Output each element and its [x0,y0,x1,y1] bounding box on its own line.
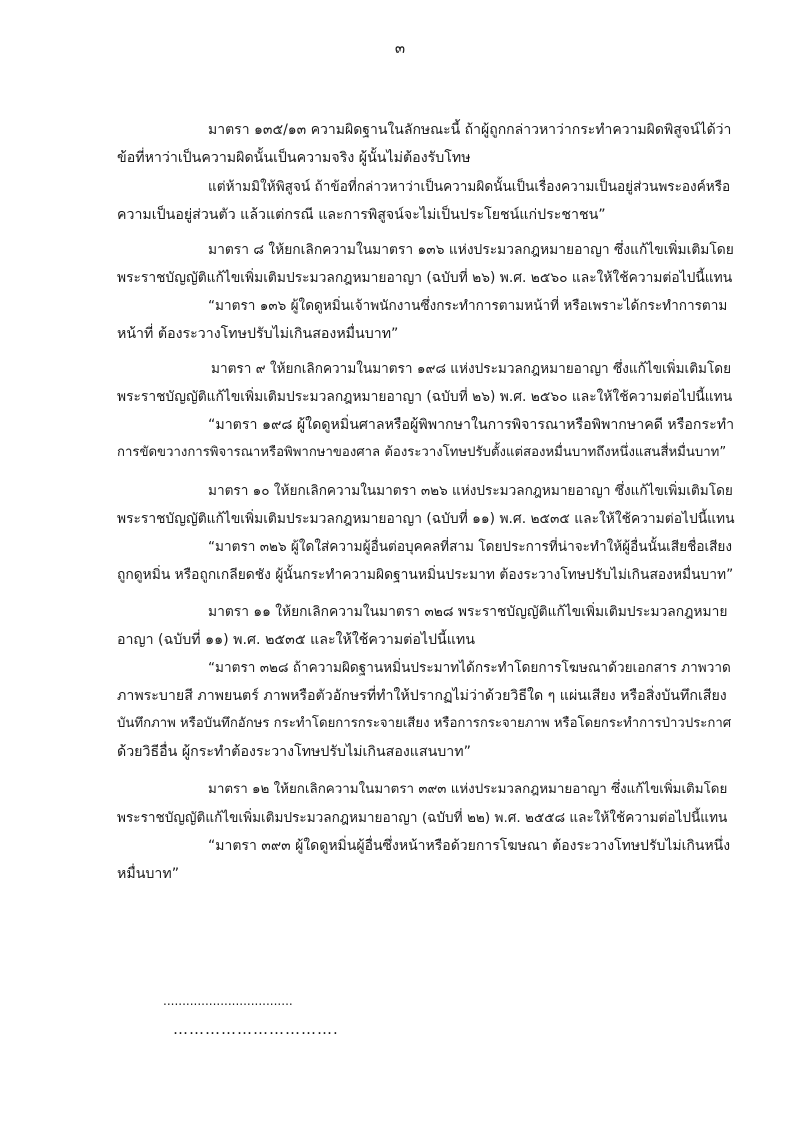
signature-dotted-line: .................................. [163,994,293,1008]
paragraph-line: ความเป็นอยู่ส่วนตัว แล้วแต่กรณี และการพิสูจน์จะไม่เป็นประโยชน์แก่ประชาชน” [117,207,606,223]
paragraph-line: มาตรา ๑๐ ให้ยกเลิกความในมาตรา ๓๒๖ แห่งประมวลกฎหมายอาญา ซึ่งแก้ไขเพิ่มเติมโดย [208,483,733,499]
paragraph-line: หน้าที่ ต้องระวางโทษปรับไม่เกินสองหมื่นบาท” [117,326,399,342]
paragraph-line: “มาตรา ๓๒๖ ผู้ใดใส่ความผู้อื่นต่อบุคคลที่สาม โดยประการที่น่าจะทำให้ผู้อื่นนั้นเสียชื่อเสียง [208,539,733,555]
paragraph-line: ภาพระบายสี ภาพยนตร์ ภาพหรือตัวอักษรที่ทำให้ปรากฏไม่ว่าด้วยวิธีใด ๆ แผ่นเสียง หรือสิ่งบันทึกเสียง [117,688,727,704]
paragraph-line: หมื่นบาท” [117,866,180,882]
page-number: ๓ [394,39,406,57]
paragraph-line: พระราชบัญญัติแก้ไขเพิ่มเติมประมวลกฎหมายอาญา (ฉบับที่ ๒๖) พ.ศ. ๒๕๖๐ และให้ใช้ความต่อไปนี้แทน [117,270,733,286]
paragraph-line: มาตรา ๑๓๕/๑๓ ความผิดฐานในลักษณะนี้ ถ้าผู้ถูกกล่าวหาว่ากระทำความผิดพิสูจน์ได้ว่า [208,122,732,138]
paragraph-line: บันทึกภาพ หรือบันทึกอักษร กระทำโดยการกระจายเสียง หรือการกระจายภาพ หรือโดยกระทำการป่าวประกาศ [117,716,732,731]
paragraph-line: “มาตรา ๑๓๖ ผู้ใดดูหมิ่นเจ้าพนักงานซึ่งกระทำการตามหน้าที่ หรือเพราะได้กระทำการตาม [208,298,728,314]
paragraph-line: “มาตรา ๑๙๘ ผู้ใดดูหมิ่นศาลหรือผู้พิพากษาในการพิจารณาหรือพิพากษาคดี หรือกระทำ [208,417,735,433]
paragraph-line: ข้อที่หาว่าเป็นความผิดนั้นเป็นความจริง ผู้นั้นไม่ต้องรับโทษ [117,150,471,166]
signature-dotted-line: …………………………. [173,1020,339,1038]
paragraph-line: พระราชบัญญัติแก้ไขเพิ่มเติมประมวลกฎหมายอาญา (ฉบับที่ ๒๒) พ.ศ. ๒๕๕๘ และให้ใช้ความต่อไปนี้แทน [117,810,728,826]
paragraph-line: พระราชบัญญัติแก้ไขเพิ่มเติมประมวลกฎหมายอาญา (ฉบับที่ ๑๑) พ.ศ. ๒๕๓๕ และให้ใช้ความต่อไปนี้แทน [117,511,735,527]
paragraph-line: มาตรา ๑๑ ให้ยกเลิกความในมาตรา ๓๒๘ พระราชบัญญัติแก้ไขเพิ่มเติมประมวลกฎหมาย [208,604,728,620]
paragraph-line: “มาตรา ๓๙๓ ผู้ใดดูหมิ่นผู้อื่นซึ่งหน้าหรือด้วยการโฆษณา ต้องระวางโทษปรับไม่เกินหนึ่ง [208,838,731,854]
paragraph-line: ถูกดูหมิ่น หรือถูกเกลียดชัง ผู้นั้นกระทำความผิดฐานหมิ่นประมาท ต้องระวางโทษปรับไม่เกินสองหมื่นบาท” [117,567,734,583]
paragraph-line: พระราชบัญญัติแก้ไขเพิ่มเติมประมวลกฎหมายอาญา (ฉบับที่ ๒๖) พ.ศ. ๒๕๖๐ และให้ใช้ความต่อไปนี้แทน [117,389,733,405]
paragraph-line: “มาตรา ๓๒๘ ถ้าความผิดฐานหมิ่นประมาทได้กระทำโดยการโฆษณาด้วยเอกสาร ภาพวาด [208,660,731,676]
paragraph-line: มาตรา ๑๒ ให้ยกเลิกความในมาตรา ๓๙๓ แห่งประมวลกฎหมายอาญา ซึ่งแก้ไขเพิ่มเติมโดย [208,782,728,797]
paragraph-line: ด้วยวิธีอื่น ผู้กระทำต้องระวางโทษปรับไม่เกินสองแสนบาท” [117,744,471,760]
paragraph-line: แต่ห้ามมิให้พิสูจน์ ถ้าข้อที่กล่าวหาว่าเป็นความผิดนั้นเป็นเรื่องความเป็นอยู่ส่วนพระองค์หรือ [208,179,731,195]
paragraph-line: การขัดขวางการพิจารณาหรือพิพากษาของศาล ต้องระวางโทษปรับตั้งแต่สองหมื่นบาทถึงหนึ่งแสนสี่หมื่นบาท” [117,445,727,460]
paragraph-line: มาตรา ๘ ให้ยกเลิกความในมาตรา ๑๓๖ แห่งประมวลกฎหมายอาญา ซึ่งแก้ไขเพิ่มเติมโดย [208,242,734,258]
paragraph-line: มาตรา ๙ ให้ยกเลิกความในมาตรา ๑๙๘ แห่งประมวลกฎหมายอาญา ซึ่งแก้ไขเพิ่มเติมโดย [211,361,732,377]
paragraph-line: อาญา (ฉบับที่ ๑๑) พ.ศ. ๒๕๓๕ และให้ใช้ความต่อไปนี้แทน [117,632,475,648]
